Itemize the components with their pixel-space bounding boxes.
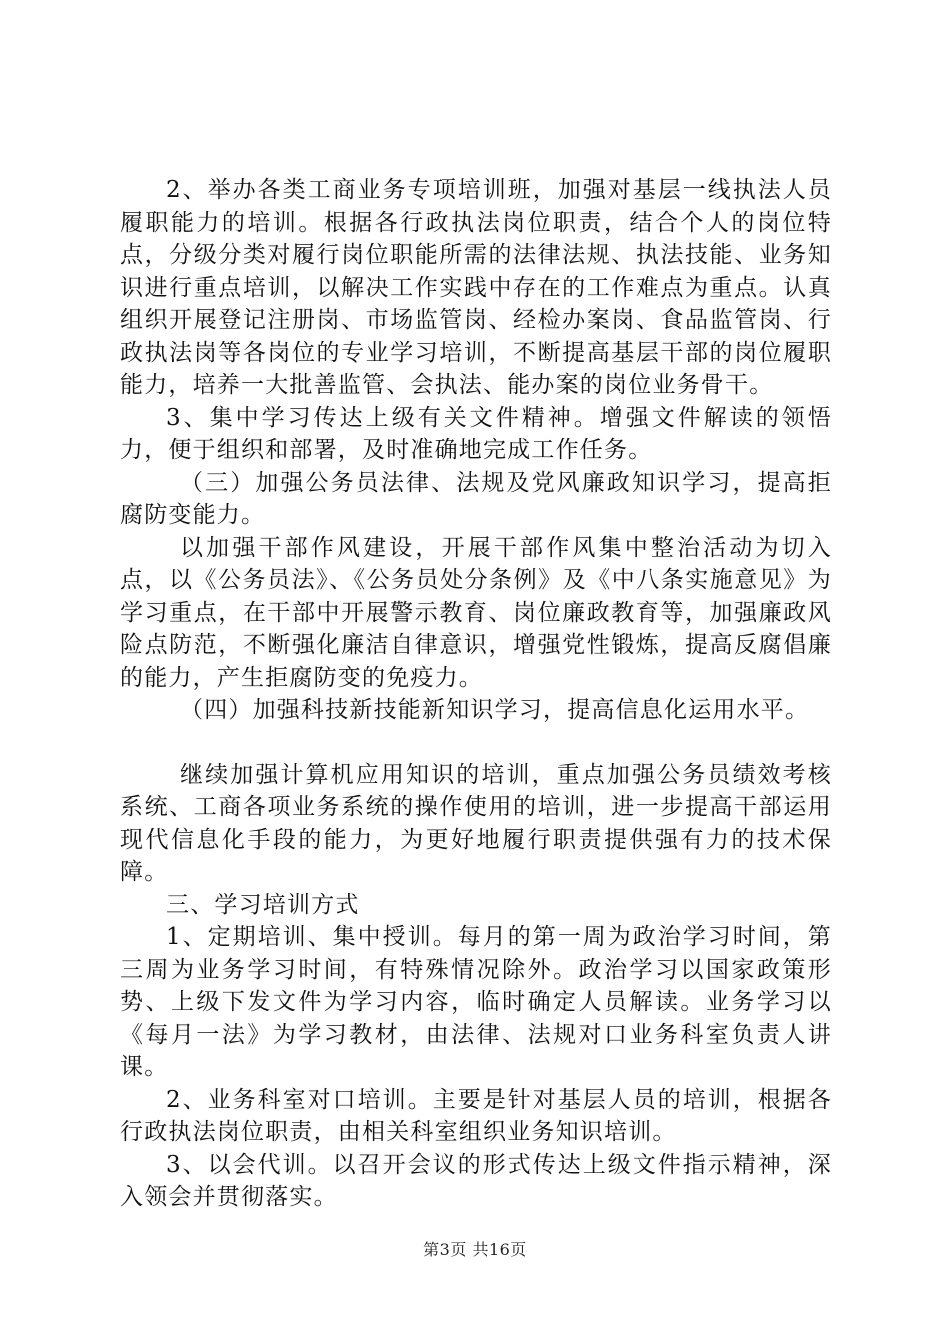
section-heading-anticorruption: （三）加强公务员法律、法规及党风廉政知识学习，提高拒腐防变能力。 <box>120 469 832 528</box>
paragraph-training-classes: 2、举办各类工商业务专项培训班，加强对基层一线执法人员履职能力的培训。根据各行政执法岗位职责，结合个人的岗位特点，分级分类对履行岗位职能所需的法律法规、执法技能、业务知识进行重点培训，以解决工作实践中存在的工作难点为重点。认真组织开展登记注册岗、市场监管岗、经检办案岗、食品监管岗、行政执法岗等各岗位的专业学习培训，不断提高基层干部的岗位履职能力，培养一大批善监管、会执法、能办案的岗位业务骨干。 <box>120 177 832 398</box>
paragraph-work-style: 以加强干部作风建设，开展干部作风集中整治活动为切入点，以《公务员法》、《公务员处分条例》及《中八条实施意见》为学习重点，在干部中开展警示教育、岗位廉政教育等，加强廉政风险点防范，不断强化廉洁自律意识，增强党性锻炼，提高反腐倡廉的能力，产生拒腐防变的免疫力。 <box>120 534 832 691</box>
paragraph-department-training: 2、业务科室对口培训。主要是针对基层人员的培训，根据各行政执法岗位职责，由相关科室组织业务知识培训。 <box>120 1086 832 1145</box>
document-body <box>120 174 832 1214</box>
paragraph-computer-training: 继续加强计算机应用知识的培训，重点加强公务员绩效考核系统、工商各项业务系统的操作使用的培训，进一步提高干部运用现代信息化手段的能力，为更好地履行职责提供强有力的技术保障。 <box>120 761 832 885</box>
paragraph-document-spirit: 3、集中学习传达上级有关文件精神。增强文件解读的领悟力，便于组织和部署，及时准确地完成工作任务。 <box>120 404 832 463</box>
section-heading-technology: （四）加强科技新技能新知识学习，提高信息化运用水平。 <box>180 697 810 723</box>
paragraph-meeting-training: 3、以会代训。以召开会议的形式传达上级文件指示精神，深入领会并贯彻落实。 <box>120 1151 832 1210</box>
section-heading-training-methods: 三、学习培训方式 <box>166 891 360 918</box>
paragraph-regular-training: 1、定期培训、集中授训。每月的第一周为政治学习时间，第三周为业务学习时间，有特殊情况除外。政治学习以国家政策形势、上级下发文件为学习内容，临时确定人员解读。业务学习以《每月一法》为学习教材，由法律、法规对口业务科室负责人讲课。 <box>120 924 832 1080</box>
page-number-footer: 第3页 共16页 <box>423 1240 527 1259</box>
